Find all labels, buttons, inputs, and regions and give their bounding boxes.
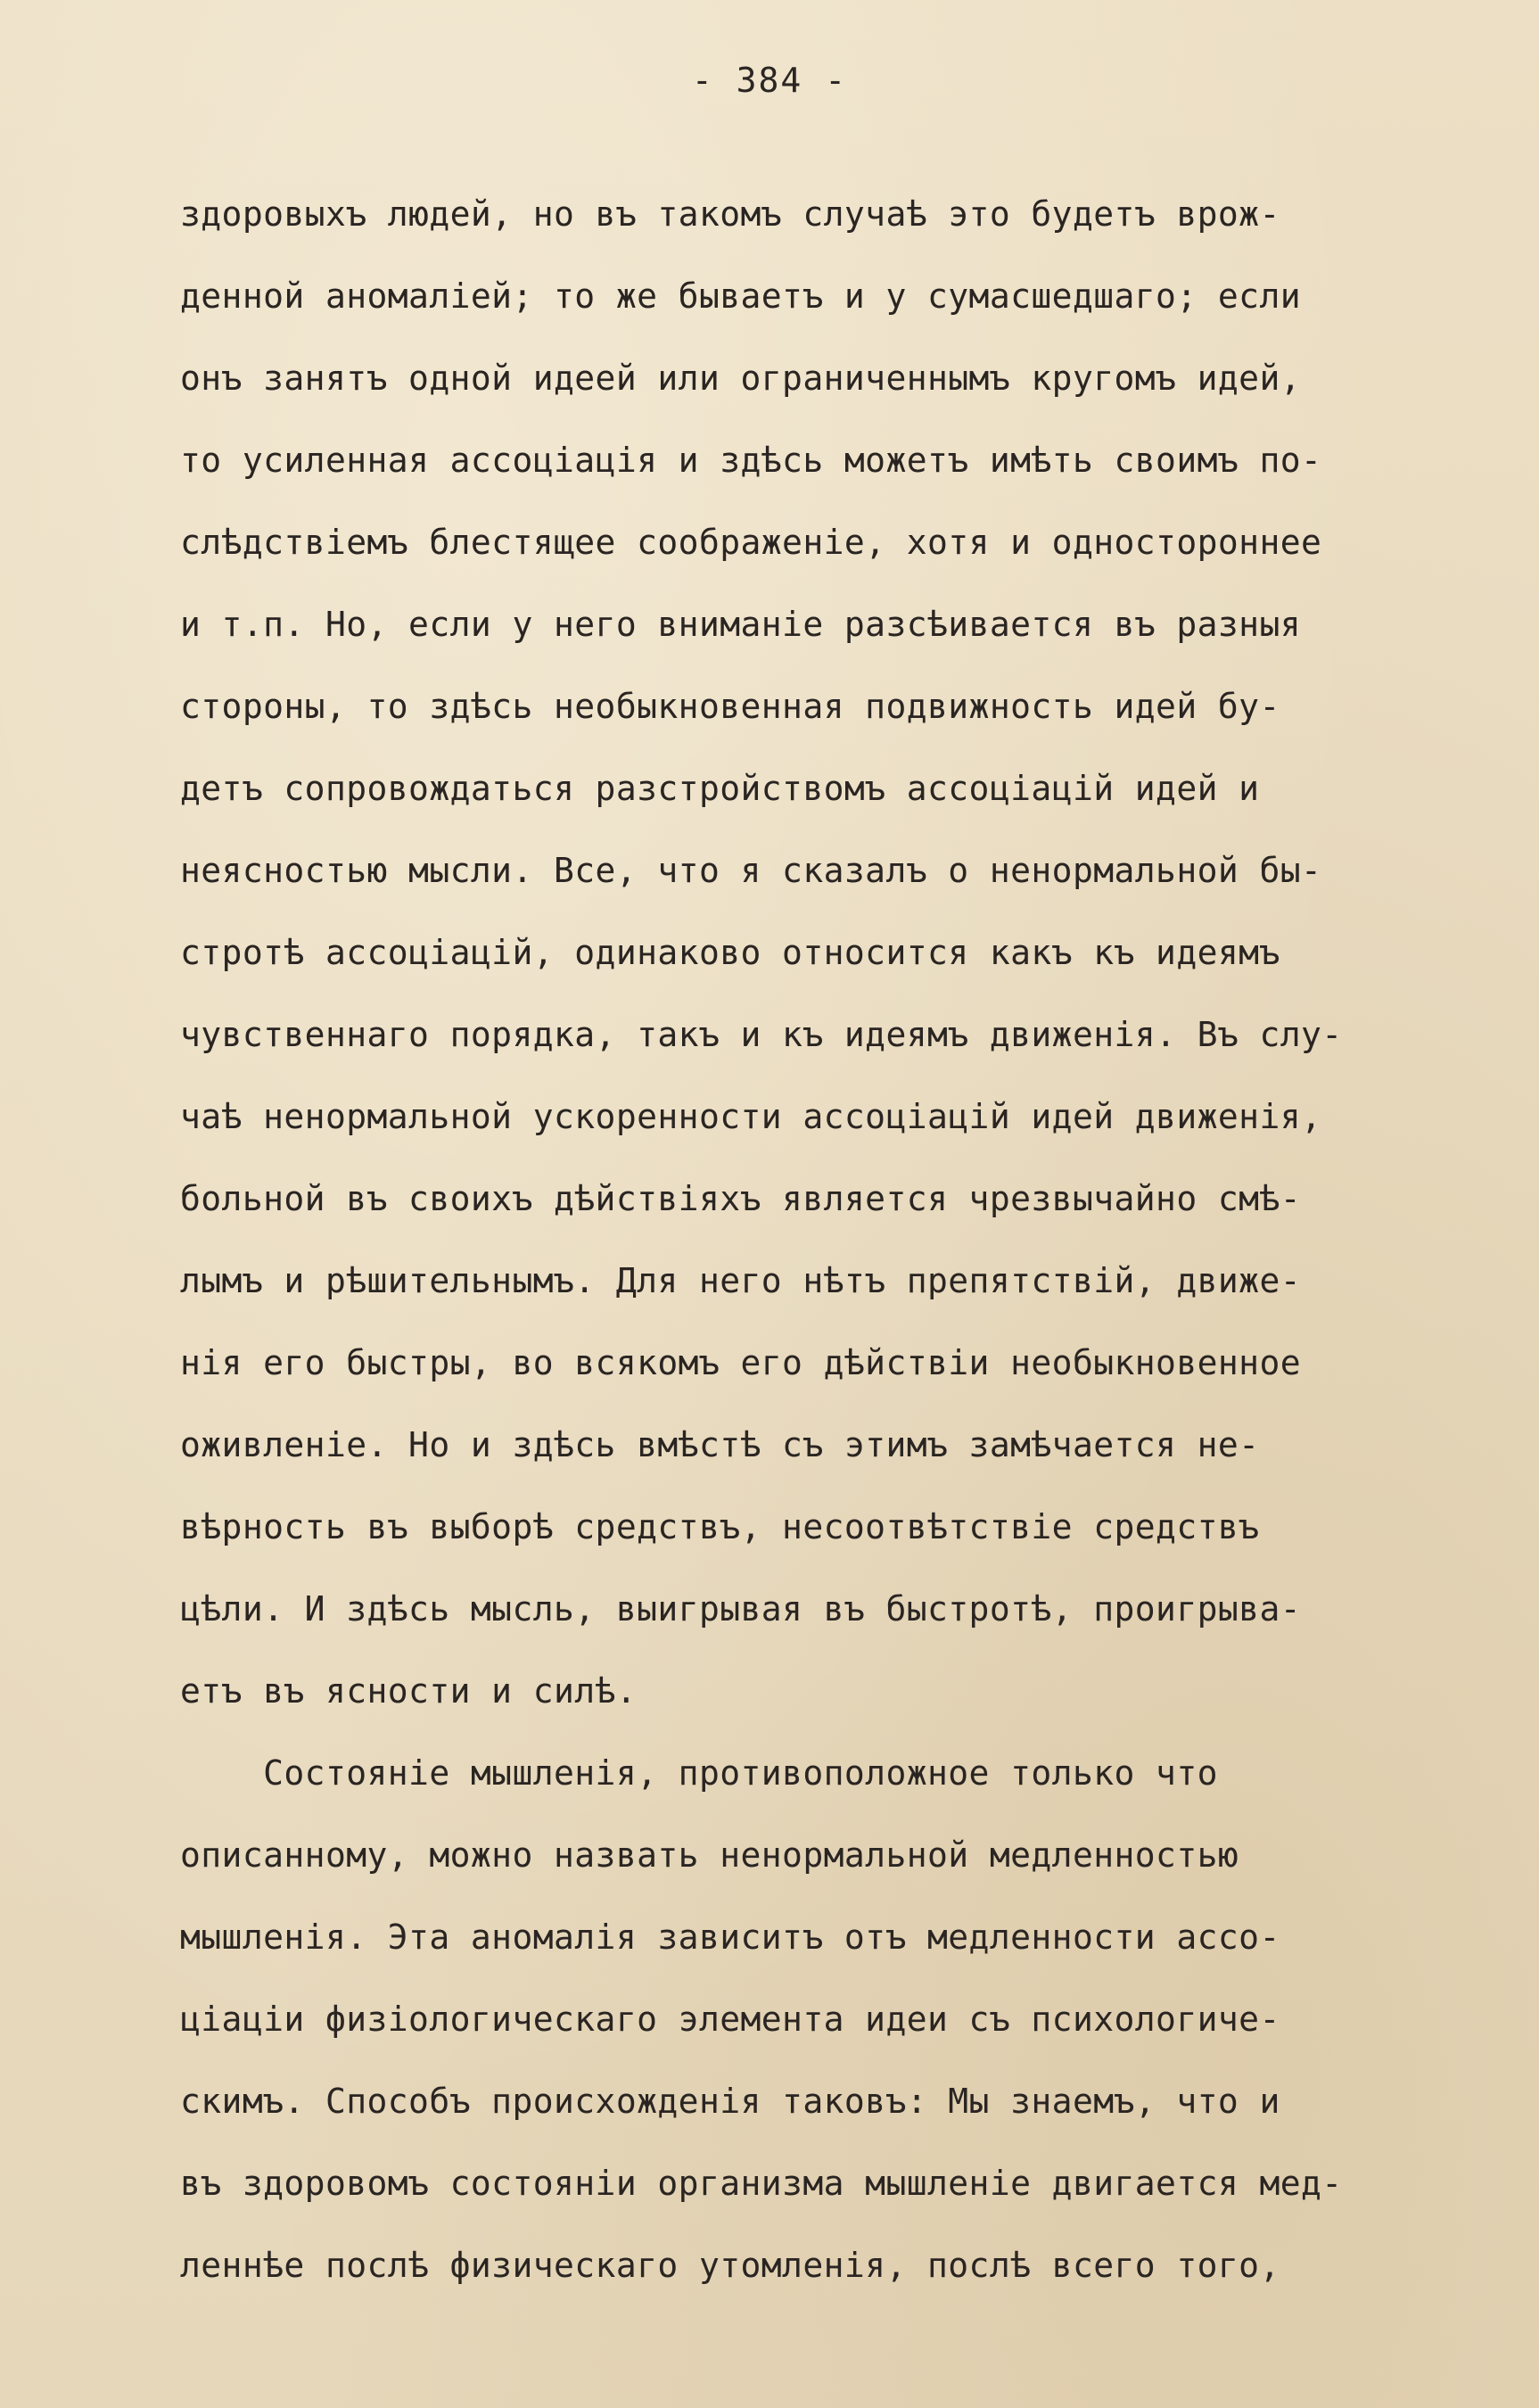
text-line: въ здоровомъ состояніи организма мышленіе двигается мед-: [180, 2164, 1343, 2203]
text-line: цѣли. И здѣсь мысль, выигрывая въ быстротѣ, проигрыва-: [180, 1589, 1302, 1629]
text-line: нія его быстры, во всякомъ его дѣйствіи необыкновенное: [180, 1343, 1302, 1382]
text-line: здоровыхъ людей, но въ такомъ случаѣ это будетъ врож-: [180, 194, 1280, 234]
body-text: [180, 186, 1535, 2319]
text-line: стротѣ ассоціацій, одинаково относится какъ къ идеямъ: [180, 933, 1280, 972]
text-line: оживленіе. Но и здѣсь вмѣстѣ съ этимъ замѣчается не-: [180, 1425, 1260, 1464]
text-line: лымъ и рѣшительнымъ. Для него нѣтъ препятствій, движе-: [180, 1261, 1302, 1300]
text-line: ціаціи физіологическаго элемента идеи съ психологиче-: [180, 2000, 1280, 2039]
text-line: больной въ своихъ дѣйствіяхъ является чрезвычайно смѣ-: [180, 1179, 1302, 1218]
text-line: Состояніе мышленія, противоположное только что: [180, 1753, 1218, 1793]
text-line: етъ въ ясности и силѣ.: [180, 1671, 638, 1711]
text-line: леннѣе послѣ физическаго утомленія, послѣ всего того,: [180, 2246, 1280, 2285]
text-line: чувственнаго порядка, такъ и къ идеямъ движенія. Въ слу-: [180, 1015, 1343, 1054]
text-line: онъ занятъ одной идеей или ограниченнымъ кругомъ идей,: [180, 359, 1302, 398]
page-number: - 384 -: [691, 61, 848, 100]
text-line: и т.п. Но, если у него вниманіе разсѣивается въ разныя: [180, 605, 1302, 644]
text-line: неясностью мысли. Все, что я сказалъ о ненормальной бы-: [180, 851, 1322, 890]
text-line: вѣрность въ выборѣ средствъ, несоотвѣтствіе средствъ: [180, 1507, 1260, 1546]
text-line: чаѣ ненормальной ускоренности ассоціацій идей движенія,: [180, 1097, 1322, 1136]
text-line: стороны, то здѣсь необыкновенная подвижность идей бу-: [180, 687, 1280, 726]
text-line: мышленія. Эта аномалія зависитъ отъ медленности ассо-: [180, 1917, 1280, 1957]
text-line: скимъ. Способъ происхожденія таковъ: Мы знаемъ, что и: [180, 2082, 1280, 2121]
text-line: денной аномаліей; то же бываетъ и у сумасшедшаго; если: [180, 276, 1302, 316]
text-line: описанному, можно назвать ненормальной медленностью: [180, 1835, 1239, 1875]
text-line: то усиленная ассоціація и здѣсь можетъ имѣть своимъ по-: [180, 441, 1322, 480]
text-line: детъ сопровождаться разстройствомъ ассоціацій идей и: [180, 769, 1260, 808]
text-line: слѣдствіемъ блестящее соображеніе, хотя и одностороннее: [180, 523, 1322, 562]
